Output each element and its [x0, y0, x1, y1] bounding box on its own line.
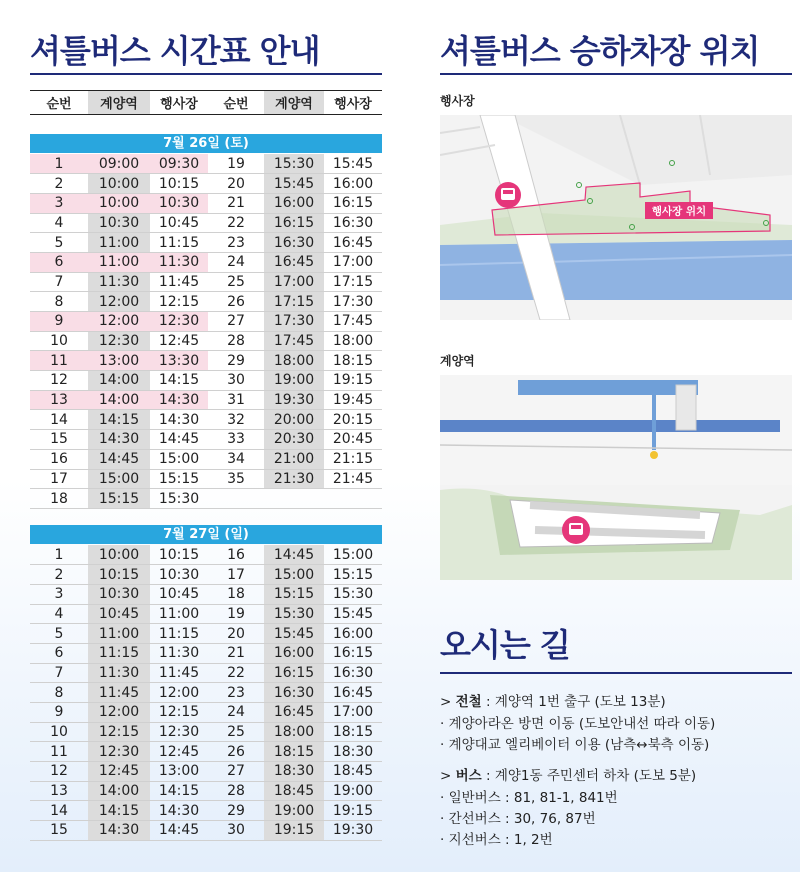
header-venue-2: 행사장 — [324, 91, 382, 115]
venue-time-cell: 19:00 — [324, 781, 382, 801]
table-row — [30, 292, 382, 312]
seq-cell: 8 — [30, 292, 88, 312]
venue-time-cell: 14:45 — [150, 430, 208, 450]
station-time-cell — [264, 489, 324, 509]
seq-cell: 22 — [208, 663, 264, 683]
seq-cell: 23 — [208, 683, 264, 703]
seq-cell: 1 — [30, 154, 88, 174]
venue-time-cell: 10:30 — [150, 193, 208, 213]
station-time-cell: 15:30 — [264, 604, 324, 624]
seq-cell: 11 — [30, 351, 88, 371]
table-row — [30, 174, 382, 194]
station-time-cell: 10:30 — [88, 584, 150, 604]
venue-time-cell: 19:30 — [324, 821, 382, 841]
station-time-cell: 16:45 — [264, 252, 324, 272]
venue-time-cell: 16:45 — [324, 683, 382, 703]
table-row — [30, 703, 382, 723]
venue-time-cell: 12:30 — [150, 312, 208, 332]
table-row — [30, 351, 382, 371]
station-time-cell: 16:00 — [264, 193, 324, 213]
venue-time-cell: 16:00 — [324, 174, 382, 194]
seq-cell: 5 — [30, 624, 88, 644]
station-time-cell: 19:15 — [264, 821, 324, 841]
station-time-cell: 12:00 — [88, 292, 150, 312]
venue-time-cell: 17:00 — [324, 703, 382, 723]
venue-time-cell: 12:15 — [150, 703, 208, 723]
venue-time-cell: 09:30 — [150, 154, 208, 174]
venue-time-cell: 18:15 — [324, 351, 382, 371]
venue-time-cell: 10:30 — [150, 565, 208, 585]
seq-cell: 19 — [208, 154, 264, 174]
timetable-header — [30, 90, 382, 115]
station-time-cell: 21:00 — [264, 449, 324, 469]
subway-text: : 계양역 1번 출구 (도보 13분) — [481, 694, 666, 710]
table-row — [30, 683, 382, 703]
table-row — [30, 430, 382, 450]
seq-cell: 15 — [30, 821, 88, 841]
station-time-cell: 10:00 — [88, 193, 150, 213]
venue-time-cell: 17:45 — [324, 312, 382, 332]
station-time-cell: 14:15 — [88, 410, 150, 430]
venue-time-cell: 21:15 — [324, 449, 382, 469]
seq-cell: 26 — [208, 292, 264, 312]
seq-cell: 26 — [208, 742, 264, 762]
table-row — [30, 312, 382, 332]
seq-cell: 12 — [30, 762, 88, 782]
table-row — [30, 821, 382, 841]
seq-cell: 20 — [208, 174, 264, 194]
table-row — [30, 545, 382, 565]
seq-cell: 4 — [30, 604, 88, 624]
seq-cell: 22 — [208, 213, 264, 233]
table-row — [30, 801, 382, 821]
bus-line: > 버스 : 계양1동 주민센터 하차 (도보 5분) — [440, 768, 697, 784]
venue-time-cell: 17:30 — [324, 292, 382, 312]
seq-cell: 30 — [208, 371, 264, 391]
venue-time-cell: 11:30 — [150, 643, 208, 663]
bus-title: 버스 — [455, 768, 482, 784]
seq-cell — [208, 489, 264, 509]
seq-cell: 18 — [30, 489, 88, 509]
venue-time-cell: 12:00 — [150, 683, 208, 703]
location-title: 셔틀버스 승하차장 위치 — [440, 32, 760, 70]
seq-cell: 5 — [30, 233, 88, 253]
venue-time-cell: 17:15 — [324, 272, 382, 292]
seq-cell: 30 — [208, 821, 264, 841]
station-time-cell: 14:00 — [88, 371, 150, 391]
venue-time-cell: 14:30 — [150, 390, 208, 410]
venue-time-cell: 14:30 — [150, 410, 208, 430]
venue-time-cell: 16:15 — [324, 643, 382, 663]
station-time-cell: 11:00 — [88, 233, 150, 253]
subway-line: > 전철 : 계양역 1번 출구 (도보 13분) — [440, 694, 666, 710]
seq-cell: 21 — [208, 193, 264, 213]
station-time-cell: 15:00 — [88, 469, 150, 489]
seq-cell: 8 — [30, 683, 88, 703]
station-time-cell: 19:30 — [264, 390, 324, 410]
station-time-cell: 14:00 — [88, 390, 150, 410]
exit-marker — [650, 451, 658, 459]
seq-cell: 6 — [30, 252, 88, 272]
seq-cell: 28 — [208, 781, 264, 801]
seq-cell: 27 — [208, 762, 264, 782]
station-time-cell: 12:15 — [88, 722, 150, 742]
venue-time-cell: 20:15 — [324, 410, 382, 430]
venue-time-cell: 19:15 — [324, 371, 382, 391]
venue-time-cell: 19:15 — [324, 801, 382, 821]
station-time-cell: 12:30 — [88, 331, 150, 351]
venue-time-cell: 10:15 — [150, 174, 208, 194]
venue-time-cell: 15:00 — [324, 545, 382, 565]
venue-time-cell — [324, 489, 382, 509]
seq-cell: 12 — [30, 371, 88, 391]
subway-title: 전철 — [455, 694, 482, 710]
seq-cell: 3 — [30, 584, 88, 604]
table-row — [30, 663, 382, 683]
day1-table — [30, 154, 382, 509]
venue-time-cell: 20:45 — [324, 430, 382, 450]
venue-time-cell: 11:30 — [150, 252, 208, 272]
venue-time-cell: 12:45 — [150, 742, 208, 762]
table-row — [30, 624, 382, 644]
bus-detail-2: · 간선버스 : 30, 76, 87번 — [440, 811, 596, 827]
station-time-cell: 11:00 — [88, 624, 150, 644]
table-row — [30, 390, 382, 410]
station-time-cell: 13:00 — [88, 351, 150, 371]
station-time-cell: 18:00 — [264, 351, 324, 371]
seq-cell: 9 — [30, 703, 88, 723]
day2-band: 7월 27일 (일) — [30, 525, 382, 544]
header-venue-1: 행사장 — [150, 91, 208, 115]
directions-title-rule — [440, 672, 792, 674]
table-row — [30, 331, 382, 351]
station-map-graphic — [440, 375, 792, 580]
venue-map-graphic — [440, 115, 792, 320]
venue-time-cell: 13:30 — [150, 351, 208, 371]
seq-cell: 35 — [208, 469, 264, 489]
venue-time-cell: 13:00 — [150, 762, 208, 782]
venue-time-cell: 12:45 — [150, 331, 208, 351]
station-time-cell: 12:30 — [88, 742, 150, 762]
seq-cell: 23 — [208, 233, 264, 253]
seq-cell: 34 — [208, 449, 264, 469]
bus-text: : 계양1동 주민센터 하차 (도보 5분) — [481, 768, 697, 784]
table-row — [30, 781, 382, 801]
venue-time-cell: 11:15 — [150, 624, 208, 644]
station-time-cell: 16:30 — [264, 233, 324, 253]
station-time-cell: 12:00 — [88, 703, 150, 723]
seq-cell: 6 — [30, 643, 88, 663]
station-time-cell: 20:00 — [264, 410, 324, 430]
seq-cell: 3 — [30, 193, 88, 213]
seq-cell: 18 — [208, 584, 264, 604]
venue-tag: 행사장 위치 — [651, 205, 707, 218]
station-time-cell: 10:45 — [88, 604, 150, 624]
table-row — [30, 742, 382, 762]
table-row — [30, 643, 382, 663]
venue-time-cell: 11:00 — [150, 604, 208, 624]
venue-time-cell: 12:15 — [150, 292, 208, 312]
venue-time-cell: 14:15 — [150, 371, 208, 391]
seq-cell: 13 — [30, 781, 88, 801]
venue-time-cell: 15:45 — [324, 154, 382, 174]
seq-cell: 29 — [208, 801, 264, 821]
seq-cell: 13 — [30, 390, 88, 410]
subway-detail-1: · 계양아라온 방면 이동 (도보안내선 따라 이동) — [440, 716, 716, 732]
station-time-cell: 16:15 — [264, 663, 324, 683]
day1-band: 7월 26일 (토) — [30, 134, 382, 153]
bus-detail-1: · 일반버스 : 81, 81-1, 841번 — [440, 790, 618, 806]
timetable-title: 셔틀버스 시간표 안내 — [30, 32, 320, 70]
station-time-cell: 09:00 — [88, 154, 150, 174]
day2-table — [30, 545, 382, 841]
venue-time-cell: 17:00 — [324, 252, 382, 272]
venue-time-cell: 14:45 — [150, 821, 208, 841]
station-time-cell: 20:30 — [264, 430, 324, 450]
venue-time-cell: 10:45 — [150, 584, 208, 604]
station-time-cell: 14:15 — [88, 801, 150, 821]
venue-time-cell: 18:00 — [324, 331, 382, 351]
station-time-cell: 14:45 — [264, 545, 324, 565]
station-time-cell: 12:45 — [88, 762, 150, 782]
venue-time-cell: 15:15 — [324, 565, 382, 585]
seq-cell: 2 — [30, 565, 88, 585]
seq-cell: 11 — [30, 742, 88, 762]
station-time-cell: 11:30 — [88, 272, 150, 292]
station-time-cell: 14:30 — [88, 430, 150, 450]
venue-time-cell: 18:15 — [324, 722, 382, 742]
seq-cell: 4 — [30, 213, 88, 233]
seq-cell: 1 — [30, 545, 88, 565]
station-time-cell: 11:30 — [88, 663, 150, 683]
table-row — [30, 722, 382, 742]
venue-map[interactable] — [440, 115, 792, 320]
venue-time-cell: 10:45 — [150, 213, 208, 233]
seq-cell: 25 — [208, 272, 264, 292]
table-row — [30, 604, 382, 624]
venue-time-cell: 19:45 — [324, 390, 382, 410]
venue-time-cell: 21:45 — [324, 469, 382, 489]
station-map[interactable] — [440, 375, 792, 580]
station-time-cell: 14:00 — [88, 781, 150, 801]
venue-time-cell: 15:00 — [150, 449, 208, 469]
station-time-cell: 15:00 — [264, 565, 324, 585]
seq-cell: 31 — [208, 390, 264, 410]
venue-time-cell: 15:45 — [324, 604, 382, 624]
seq-cell: 29 — [208, 351, 264, 371]
station-time-cell: 17:15 — [264, 292, 324, 312]
seq-cell: 19 — [208, 604, 264, 624]
seq-cell: 7 — [30, 272, 88, 292]
venue-time-cell: 12:30 — [150, 722, 208, 742]
seq-cell: 10 — [30, 722, 88, 742]
station-time-cell: 14:30 — [88, 821, 150, 841]
seq-cell: 33 — [208, 430, 264, 450]
header-seq-1: 순번 — [30, 91, 88, 115]
table-row — [30, 489, 382, 509]
seq-cell: 20 — [208, 624, 264, 644]
station-time-cell: 15:45 — [264, 624, 324, 644]
table-row — [30, 762, 382, 782]
venue-time-cell: 11:45 — [150, 663, 208, 683]
venue-time-cell: 11:15 — [150, 233, 208, 253]
station-time-cell: 15:15 — [88, 489, 150, 509]
bus-detail-3: · 지선버스 : 1, 2번 — [440, 832, 553, 848]
seq-cell: 14 — [30, 801, 88, 821]
table-row — [30, 410, 382, 430]
station-time-cell: 17:00 — [264, 272, 324, 292]
seq-cell: 24 — [208, 252, 264, 272]
station-time-cell: 16:15 — [264, 213, 324, 233]
table-row — [30, 154, 382, 174]
seq-cell: 21 — [208, 643, 264, 663]
table-row — [30, 233, 382, 253]
venue-time-cell: 15:30 — [324, 584, 382, 604]
station-time-cell: 17:30 — [264, 312, 324, 332]
table-row — [30, 213, 382, 233]
station-time-cell: 15:30 — [264, 154, 324, 174]
table-row — [30, 565, 382, 585]
venue-time-cell: 16:30 — [324, 663, 382, 683]
venue-time-cell: 10:15 — [150, 545, 208, 565]
table-row — [30, 469, 382, 489]
seq-cell: 9 — [30, 312, 88, 332]
venue-time-cell: 14:15 — [150, 781, 208, 801]
header-station-2: 계양역 — [264, 91, 324, 115]
header-station-1: 계양역 — [88, 91, 150, 115]
seq-cell: 14 — [30, 410, 88, 430]
station-time-cell: 18:15 — [264, 742, 324, 762]
seq-cell: 27 — [208, 312, 264, 332]
station-map-label: 계양역 — [440, 354, 475, 368]
table-row — [30, 371, 382, 391]
subway-detail-2: · 계양대교 엘리베이터 이용 (남측↔북측 이동) — [440, 737, 710, 753]
station-time-cell: 11:45 — [88, 683, 150, 703]
venue-time-cell: 16:00 — [324, 624, 382, 644]
venue-time-cell: 18:30 — [324, 742, 382, 762]
seq-cell: 25 — [208, 722, 264, 742]
seq-cell: 16 — [30, 449, 88, 469]
station-time-cell: 10:15 — [88, 565, 150, 585]
timetable-title-rule — [30, 73, 382, 75]
station-time-cell: 11:00 — [88, 252, 150, 272]
location-title-rule — [440, 73, 792, 75]
table-row — [30, 272, 382, 292]
seq-cell: 10 — [30, 331, 88, 351]
station-time-cell: 18:30 — [264, 762, 324, 782]
station-time-cell: 14:45 — [88, 449, 150, 469]
station-time-cell: 12:00 — [88, 312, 150, 332]
station-time-cell: 15:15 — [264, 584, 324, 604]
station-time-cell: 16:30 — [264, 683, 324, 703]
venue-time-cell: 15:30 — [150, 489, 208, 509]
station-time-cell: 16:45 — [264, 703, 324, 723]
station-time-cell: 18:45 — [264, 781, 324, 801]
table-row — [30, 252, 382, 272]
table-row — [30, 449, 382, 469]
station-time-cell: 17:45 — [264, 331, 324, 351]
station-time-cell: 11:15 — [88, 643, 150, 663]
seq-cell: 16 — [208, 545, 264, 565]
station-time-cell: 16:00 — [264, 643, 324, 663]
header-seq-2: 순번 — [208, 91, 264, 115]
station-time-cell: 15:45 — [264, 174, 324, 194]
seq-cell: 15 — [30, 430, 88, 450]
table-row — [30, 193, 382, 213]
seq-cell: 24 — [208, 703, 264, 723]
seq-cell: 32 — [208, 410, 264, 430]
venue-time-cell: 18:45 — [324, 762, 382, 782]
seq-cell: 17 — [208, 565, 264, 585]
venue-time-cell: 11:45 — [150, 272, 208, 292]
venue-time-cell: 14:30 — [150, 801, 208, 821]
station-time-cell: 19:00 — [264, 371, 324, 391]
seq-cell: 2 — [30, 174, 88, 194]
seq-cell: 7 — [30, 663, 88, 683]
venue-time-cell: 15:15 — [150, 469, 208, 489]
venue-time-cell: 16:15 — [324, 193, 382, 213]
venue-time-cell: 16:45 — [324, 233, 382, 253]
station-time-cell: 21:30 — [264, 469, 324, 489]
station-time-cell: 18:00 — [264, 722, 324, 742]
station-time-cell: 10:30 — [88, 213, 150, 233]
seq-cell: 28 — [208, 331, 264, 351]
table-row — [30, 584, 382, 604]
venue-time-cell: 16:30 — [324, 213, 382, 233]
station-time-cell: 19:00 — [264, 801, 324, 821]
directions-title: 오시는 길 — [440, 626, 570, 664]
venue-map-label: 행사장 — [440, 94, 475, 108]
seq-cell: 17 — [30, 469, 88, 489]
station-time-cell: 10:00 — [88, 545, 150, 565]
station-time-cell: 10:00 — [88, 174, 150, 194]
